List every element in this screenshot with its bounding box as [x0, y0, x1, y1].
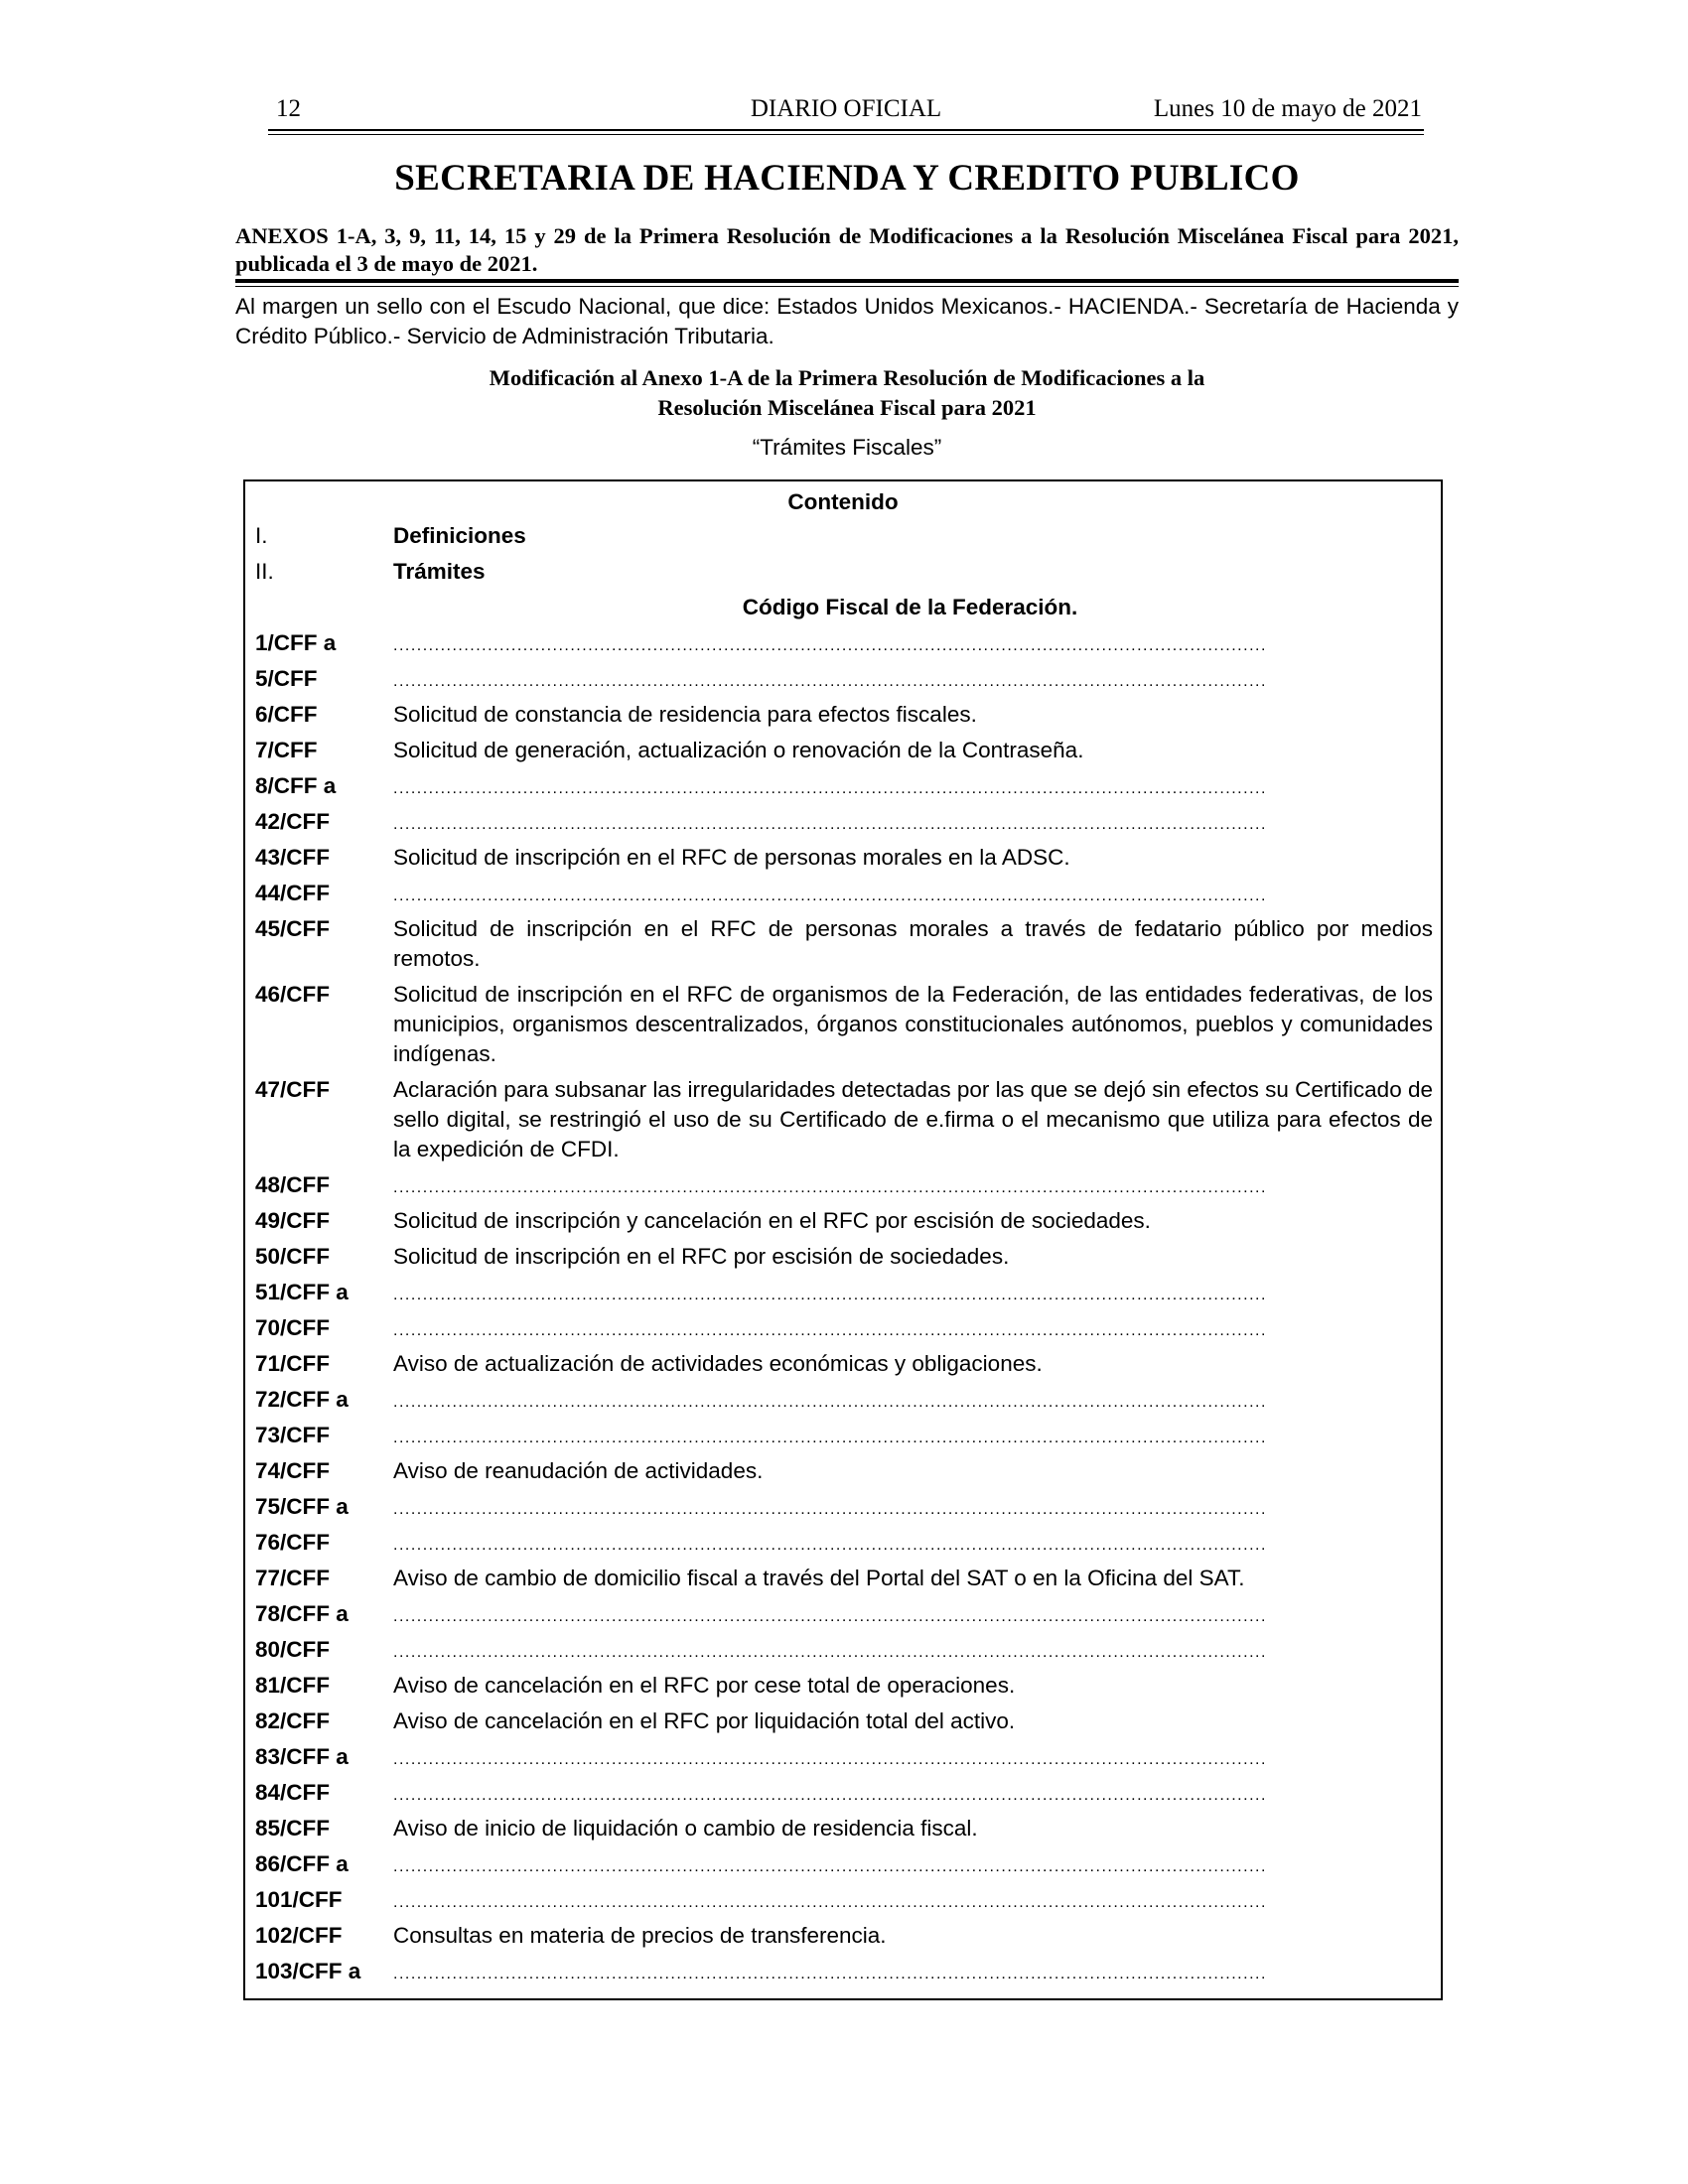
- entry-code: 72/CFF a: [255, 1387, 349, 1412]
- entry-description: Solicitud de inscripción en el RFC de personas morales en la ADSC.: [393, 845, 1070, 870]
- list-item: [245, 807, 1441, 843]
- dot-leader: ....................................................................................................................................................: [393, 1430, 1267, 1446]
- dot-leader: ....................................................................................................................................................: [393, 1858, 1267, 1875]
- list-item: [245, 1706, 1441, 1742]
- list-item: [245, 1349, 1441, 1385]
- list-item: [245, 914, 1441, 980]
- list-item: [245, 1599, 1441, 1635]
- list-item: [245, 1075, 1441, 1170]
- list-item: [245, 879, 1441, 914]
- modification-title-line2: Resolución Miscelánea Fiscal para 2021: [657, 395, 1037, 420]
- list-item: [245, 664, 1441, 700]
- contents-box: [243, 479, 1443, 2000]
- entry-code: 78/CFF a: [255, 1601, 349, 1626]
- entry-code: 86/CFF a: [255, 1851, 349, 1876]
- entry-code: 7/CFF: [255, 738, 318, 762]
- entry-code: 77/CFF: [255, 1566, 331, 1590]
- entry-description: Aclaración para subsanar las irregularidades detectadas por las que se dejó sin efectos su Certificado de sello digital, se restringió el uso de su Certificado de e.firma o el mecanismo que utiliza para efectos de la expedición de CFDI.: [393, 1077, 1433, 1161]
- entry-code: 81/CFF: [255, 1673, 331, 1698]
- dot-leader: ....................................................................................................................................................: [393, 1501, 1267, 1518]
- dot-leader: ....................................................................................................................................................: [393, 1322, 1267, 1339]
- entry-code: 42/CFF: [255, 809, 331, 834]
- entry-code: 101/CFF: [255, 1887, 343, 1912]
- cff-heading: Código Fiscal de la Federación.: [742, 595, 1078, 619]
- entry-code: 80/CFF: [255, 1637, 331, 1662]
- dot-leader: ....................................................................................................................................................: [393, 1966, 1267, 1982]
- section-title: Definiciones: [393, 523, 526, 548]
- dot-leader: ....................................................................................................................................................: [393, 1644, 1267, 1661]
- list-item: [245, 1528, 1441, 1564]
- list-item: [245, 843, 1441, 879]
- list-item: [245, 628, 1441, 664]
- page-number: 12: [276, 95, 301, 122]
- section-rule-thin: [235, 286, 1459, 287]
- entry-code: 45/CFF: [255, 916, 331, 941]
- dot-leader: ....................................................................................................................................................: [393, 780, 1267, 797]
- contents-list: [245, 521, 1441, 1992]
- entry-code: 6/CFF: [255, 702, 318, 727]
- list-item: [245, 980, 1441, 1075]
- entry-code: 103/CFF a: [255, 1959, 361, 1983]
- entry-description: Solicitud de constancia de residencia para efectos fiscales.: [393, 702, 977, 727]
- contents-heading: Contenido: [787, 489, 899, 514]
- list-item: [245, 1957, 1441, 1992]
- entry-code: 71/CFF: [255, 1351, 331, 1376]
- entry-code: 76/CFF: [255, 1530, 331, 1555]
- entry-description: Aviso de actualización de actividades económicas y obligaciones.: [393, 1351, 1043, 1376]
- entry-code: 75/CFF a: [255, 1494, 349, 1519]
- entry-description: Solicitud de generación, actualización o renovación de la Contraseña.: [393, 738, 1084, 762]
- entry-code: 46/CFF: [255, 982, 331, 1007]
- publication-name: DIARIO OFICIAL: [750, 95, 942, 122]
- entries-list: [245, 628, 1441, 1992]
- entry-code: 43/CFF: [255, 845, 331, 870]
- publication-date: Lunes 10 de mayo de 2021: [1153, 95, 1422, 122]
- section-title: Trámites: [393, 559, 486, 584]
- entry-code: 47/CFF: [255, 1077, 331, 1102]
- dot-leader: ....................................................................................................................................................: [393, 1537, 1267, 1554]
- list-item: [245, 1814, 1441, 1849]
- entry-code: 51/CFF a: [255, 1280, 349, 1304]
- entry-code: 85/CFF: [255, 1816, 331, 1841]
- header-rule-thin: [268, 134, 1424, 135]
- entry-description: Solicitud de inscripción en el RFC de organismos de la Federación, de las entidades federativas, de los municipios, organismos descentralizados, órganos constitucionales autónomos, pueblos y comunidades indígenas.: [393, 982, 1433, 1066]
- section-code: II.: [255, 559, 274, 584]
- entry-description: Solicitud de inscripción en el RFC de personas morales a través de fedatario público por medios remotos.: [393, 916, 1433, 971]
- dot-leader: ....................................................................................................................................................: [393, 1787, 1267, 1804]
- dot-leader: ....................................................................................................................................................: [393, 1608, 1267, 1625]
- entry-description: Aviso de cancelación en el RFC por liquidación total del activo.: [393, 1708, 1016, 1733]
- entry-code: 49/CFF: [255, 1208, 331, 1233]
- entry-code: 84/CFF: [255, 1780, 331, 1805]
- annex-subtitle: “Trámites Fiscales”: [752, 435, 942, 460]
- entry-description: Solicitud de inscripción en el RFC por escisión de sociedades.: [393, 1244, 1010, 1269]
- list-item: [245, 1170, 1441, 1206]
- list-item: [245, 1385, 1441, 1421]
- entry-description: Consultas en materia de precios de transferencia.: [393, 1923, 887, 1948]
- list-item: [245, 1206, 1441, 1242]
- section-row: [245, 521, 1441, 557]
- department-title: SECRETARIA DE HACIENDA Y CREDITO PUBLICO: [394, 158, 1300, 199]
- list-item: [245, 1242, 1441, 1278]
- entry-code: 70/CFF: [255, 1315, 331, 1340]
- entry-code: 50/CFF: [255, 1244, 331, 1269]
- entry-code: 44/CFF: [255, 881, 331, 905]
- section-code: I.: [255, 523, 268, 548]
- section-row: [245, 557, 1441, 593]
- entry-code: 1/CFF a: [255, 630, 337, 655]
- entry-description: Aviso de inicio de liquidación o cambio de residencia fiscal.: [393, 1816, 978, 1841]
- entry-code: 82/CFF: [255, 1708, 331, 1733]
- dot-leader: ....................................................................................................................................................: [393, 1287, 1267, 1303]
- entry-code: 74/CFF: [255, 1458, 331, 1483]
- page-header: [270, 95, 1422, 131]
- dot-leader: ....................................................................................................................................................: [393, 1751, 1267, 1768]
- margin-note: Al margen un sello con el Escudo Nacional, que dice: Estados Unidos Mexicanos.- HACIENDA.- Secretaría de Hacienda y Crédito Público.- Servicio de Administración Tributaria.: [235, 294, 1459, 348]
- anexos-title: ANEXOS 1-A, 3, 9, 11, 14, 15 y 29 de la Primera Resolución de Modificaciones a la Resolución Miscelánea Fiscal para 2021, publicada el 3 de mayo de 2021.: [235, 223, 1459, 276]
- dot-leader: ....................................................................................................................................................: [393, 673, 1267, 690]
- entry-code: 73/CFF: [255, 1423, 331, 1447]
- entry-description: Aviso de cancelación en el RFC por cese total de operaciones.: [393, 1673, 1016, 1698]
- list-item: [245, 1921, 1441, 1957]
- header-rule: [268, 129, 1424, 131]
- entry-code: 8/CFF a: [255, 773, 337, 798]
- list-item: [245, 736, 1441, 771]
- list-item: [245, 1635, 1441, 1671]
- list-item: [245, 1671, 1441, 1706]
- entry-code: 102/CFF: [255, 1923, 343, 1948]
- entry-description: Solicitud de inscripción y cancelación en el RFC por escisión de sociedades.: [393, 1208, 1151, 1233]
- dot-leader: ....................................................................................................................................................: [393, 637, 1267, 654]
- entry-description: Aviso de reanudación de actividades.: [393, 1458, 764, 1483]
- list-item: [245, 1421, 1441, 1456]
- section-rule: [235, 279, 1459, 283]
- list-item: [245, 700, 1441, 736]
- list-item: [245, 1456, 1441, 1492]
- list-item: [245, 1278, 1441, 1313]
- dot-leader: ....................................................................................................................................................: [393, 1894, 1267, 1911]
- dot-leader: ....................................................................................................................................................: [393, 1394, 1267, 1411]
- dot-leader: ....................................................................................................................................................: [393, 887, 1267, 904]
- list-item: [245, 1849, 1441, 1885]
- list-item: [245, 1742, 1441, 1778]
- entry-code: 5/CFF: [255, 666, 318, 691]
- list-item: [245, 1492, 1441, 1528]
- dot-leader: ....................................................................................................................................................: [393, 816, 1267, 833]
- entry-code: 48/CFF: [255, 1172, 331, 1197]
- modification-title: [235, 363, 1459, 423]
- list-item: [245, 771, 1441, 807]
- list-item: [245, 1778, 1441, 1814]
- list-item: [245, 1885, 1441, 1921]
- modification-title-line1: Modificación al Anexo 1-A de la Primera Resolución de Modificaciones a la: [489, 365, 1205, 390]
- list-item: [245, 1313, 1441, 1349]
- list-item: [245, 1564, 1441, 1599]
- entry-code: 83/CFF a: [255, 1744, 349, 1769]
- entry-description: Aviso de cambio de domicilio fiscal a través del Portal del SAT o en la Oficina del SAT.: [393, 1566, 1245, 1590]
- dot-leader: ....................................................................................................................................................: [393, 1179, 1267, 1196]
